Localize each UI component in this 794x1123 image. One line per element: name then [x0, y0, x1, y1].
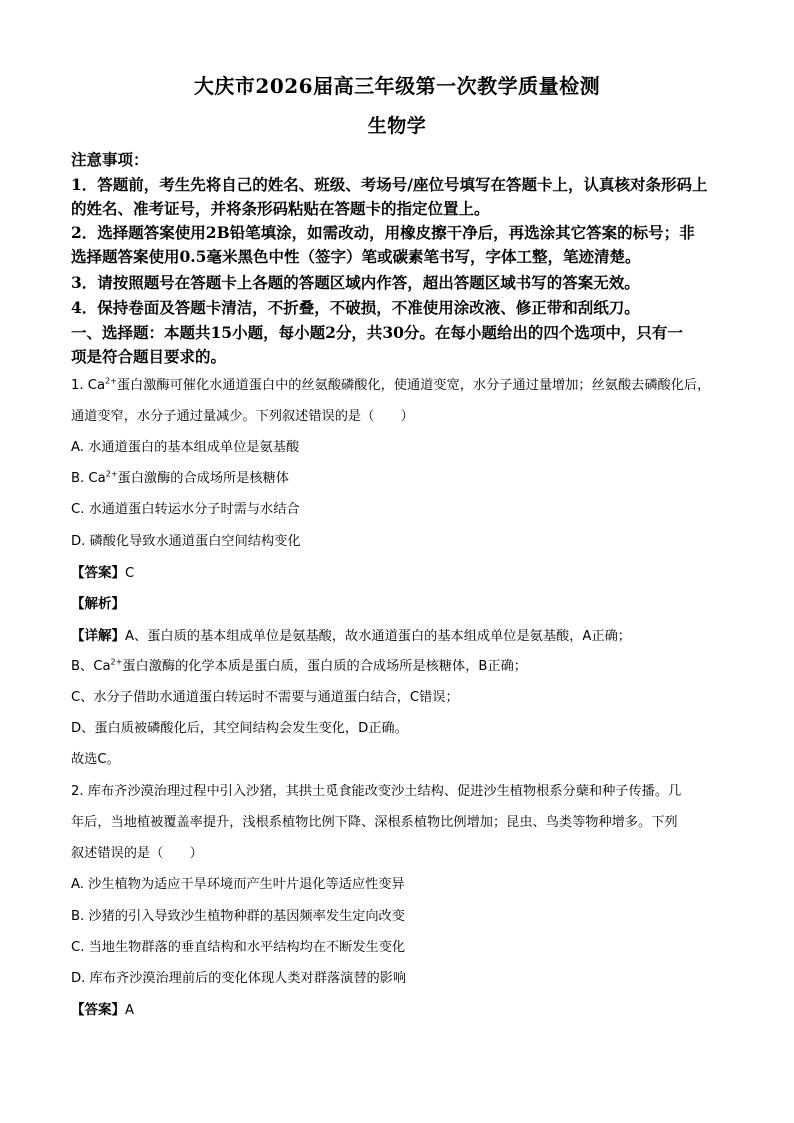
- q1-stem-b: 通道变窄，水分子通过量减少。下列叙述错误的是（ ）: [71, 409, 414, 424]
- q2-option-b: B. 沙猪的引入导致沙生植物种群的基因频率发生定向改变: [71, 909, 405, 924]
- q1-analysis: [71, 592, 125, 612]
- q2-answer-value: A: [125, 1003, 135, 1018]
- q1-answer-value: C: [125, 566, 135, 581]
- q2-answer-label: 【答案】: [71, 1002, 125, 1018]
- q1-detail-4: D、蛋白质被磷酸化后，其空间结构会发生变化，D正确。: [71, 721, 408, 736]
- q2-option-a: A. 沙生植物为适应干旱环境而产生叶片退化等适应性变异: [71, 877, 405, 892]
- notice-line-2b: 选择题答案使用0.5毫米黑色中性（签字）笔或碳素笔书写，字体工整，笔迹清楚。: [71, 247, 641, 266]
- q2-option-d: D. 库布齐沙漠治理前后的变化体现人类对群落演替的影响: [71, 971, 407, 986]
- q1-analysis-label: 【解析】: [71, 596, 125, 612]
- q1-option-b: [71, 467, 289, 486]
- q1-stem-a: [71, 374, 710, 393]
- q1-detail-2-pre: B、Ca: [71, 659, 111, 674]
- q1-detail-2: [71, 655, 527, 674]
- q1-detail-3: C、水分子借助水通道蛋白转运时不需要与通道蛋白结合，C错误；: [71, 690, 459, 705]
- notice-line-3: 3．请按照题号在答题卡上各题的答题区域内作答，超出答题区域书写的答案无效。: [71, 273, 640, 292]
- q2-stem-b: 年后，当地植被覆盖率提升，浅根系植物比例下降、深根系植物比例增加；昆虫、鸟类等物种增多。下列: [71, 815, 678, 830]
- notice-heading: 注意事项：: [71, 150, 149, 169]
- q1-option-a: A. 水通道蛋白的基本组成单位是氨基酸: [71, 440, 300, 455]
- q1-stem-a-sup: 2+: [105, 376, 117, 386]
- q2-stem-a: 2. 库布齐沙漠治理过程中引入沙猪，其拱土觅食能改变沙土结构、促进沙生植物根系分蘖和种子传播。几: [71, 784, 682, 799]
- q1-detail-1: [71, 624, 631, 644]
- q1-stem-a-pre: 1. Ca: [71, 378, 106, 393]
- q1-detail-2-post: 蛋白激酶的化学本质是蛋白质，蛋白质的合成场所是核糖体，B正确；: [122, 659, 527, 674]
- q1-detail-label: 【详解】: [71, 628, 125, 644]
- q2-answer: [71, 998, 134, 1018]
- notice-line-1b: 的姓名、准考证号，并将条形码粘贴在答题卡的指定位置上。: [71, 199, 490, 218]
- notice-line-4: 4．保持卷面及答题卡清洁，不折叠，不破损，不准使用涂改液、修正带和刮纸刀。: [71, 298, 640, 317]
- q2-stem-c: 叙述错误的是（ ）: [71, 846, 203, 861]
- notice-line-2a: 2．选择题答案使用2B铅笔填涂，如需改动，用橡皮擦干净后，再选涂其它答案的标号；非: [71, 223, 695, 242]
- subject-title: 生物学: [367, 115, 427, 137]
- q1-option-b-post: 蛋白激酶的合成场所是核糖体: [117, 471, 289, 486]
- q1-option-b-pre: B. Ca: [71, 471, 106, 486]
- q1-detail-2-sup: 2+: [110, 657, 123, 667]
- q1-conclusion: 故选C。: [71, 752, 120, 767]
- q1-stem-a-post: 蛋白激酶可催化水通道蛋白中的丝氨酸磷酸化，使通道变宽，水分子通过量增加；丝氨酸去磷酸化后，: [116, 378, 711, 393]
- q1-option-c: C. 水通道蛋白转运水分子时需与水结合: [71, 502, 300, 517]
- q1-answer: [71, 561, 134, 581]
- q2-option-c: C. 当地生物群落的垂直结构和水平结构均在不断发生变化: [71, 940, 406, 955]
- exam-title: 大庆市2026届高三年级第一次教学质量检测: [193, 74, 601, 98]
- section-heading-2: 项是符合题目要求的。: [71, 347, 227, 366]
- q1-option-d: D. 磷酸化导致水通道蛋白空间结构变化: [71, 534, 301, 549]
- q1-option-b-sup: 2+: [105, 469, 118, 479]
- notice-line-1a: 1．答题前，考生先将自己的姓名、班级、考场号/座位号填写在答题卡上，认真核对条形码上: [71, 175, 708, 194]
- q1-detail-1-text: A、蛋白质的基本组成单位是氨基酸，故水通道蛋白的基本组成单位是氨基酸，A正确；: [125, 629, 631, 644]
- q1-answer-label: 【答案】: [71, 565, 125, 581]
- section-heading-1: 一、选择题：本题共15小题，每小题2分，共30分。在每小题给出的四个选项中，只有一: [71, 323, 683, 342]
